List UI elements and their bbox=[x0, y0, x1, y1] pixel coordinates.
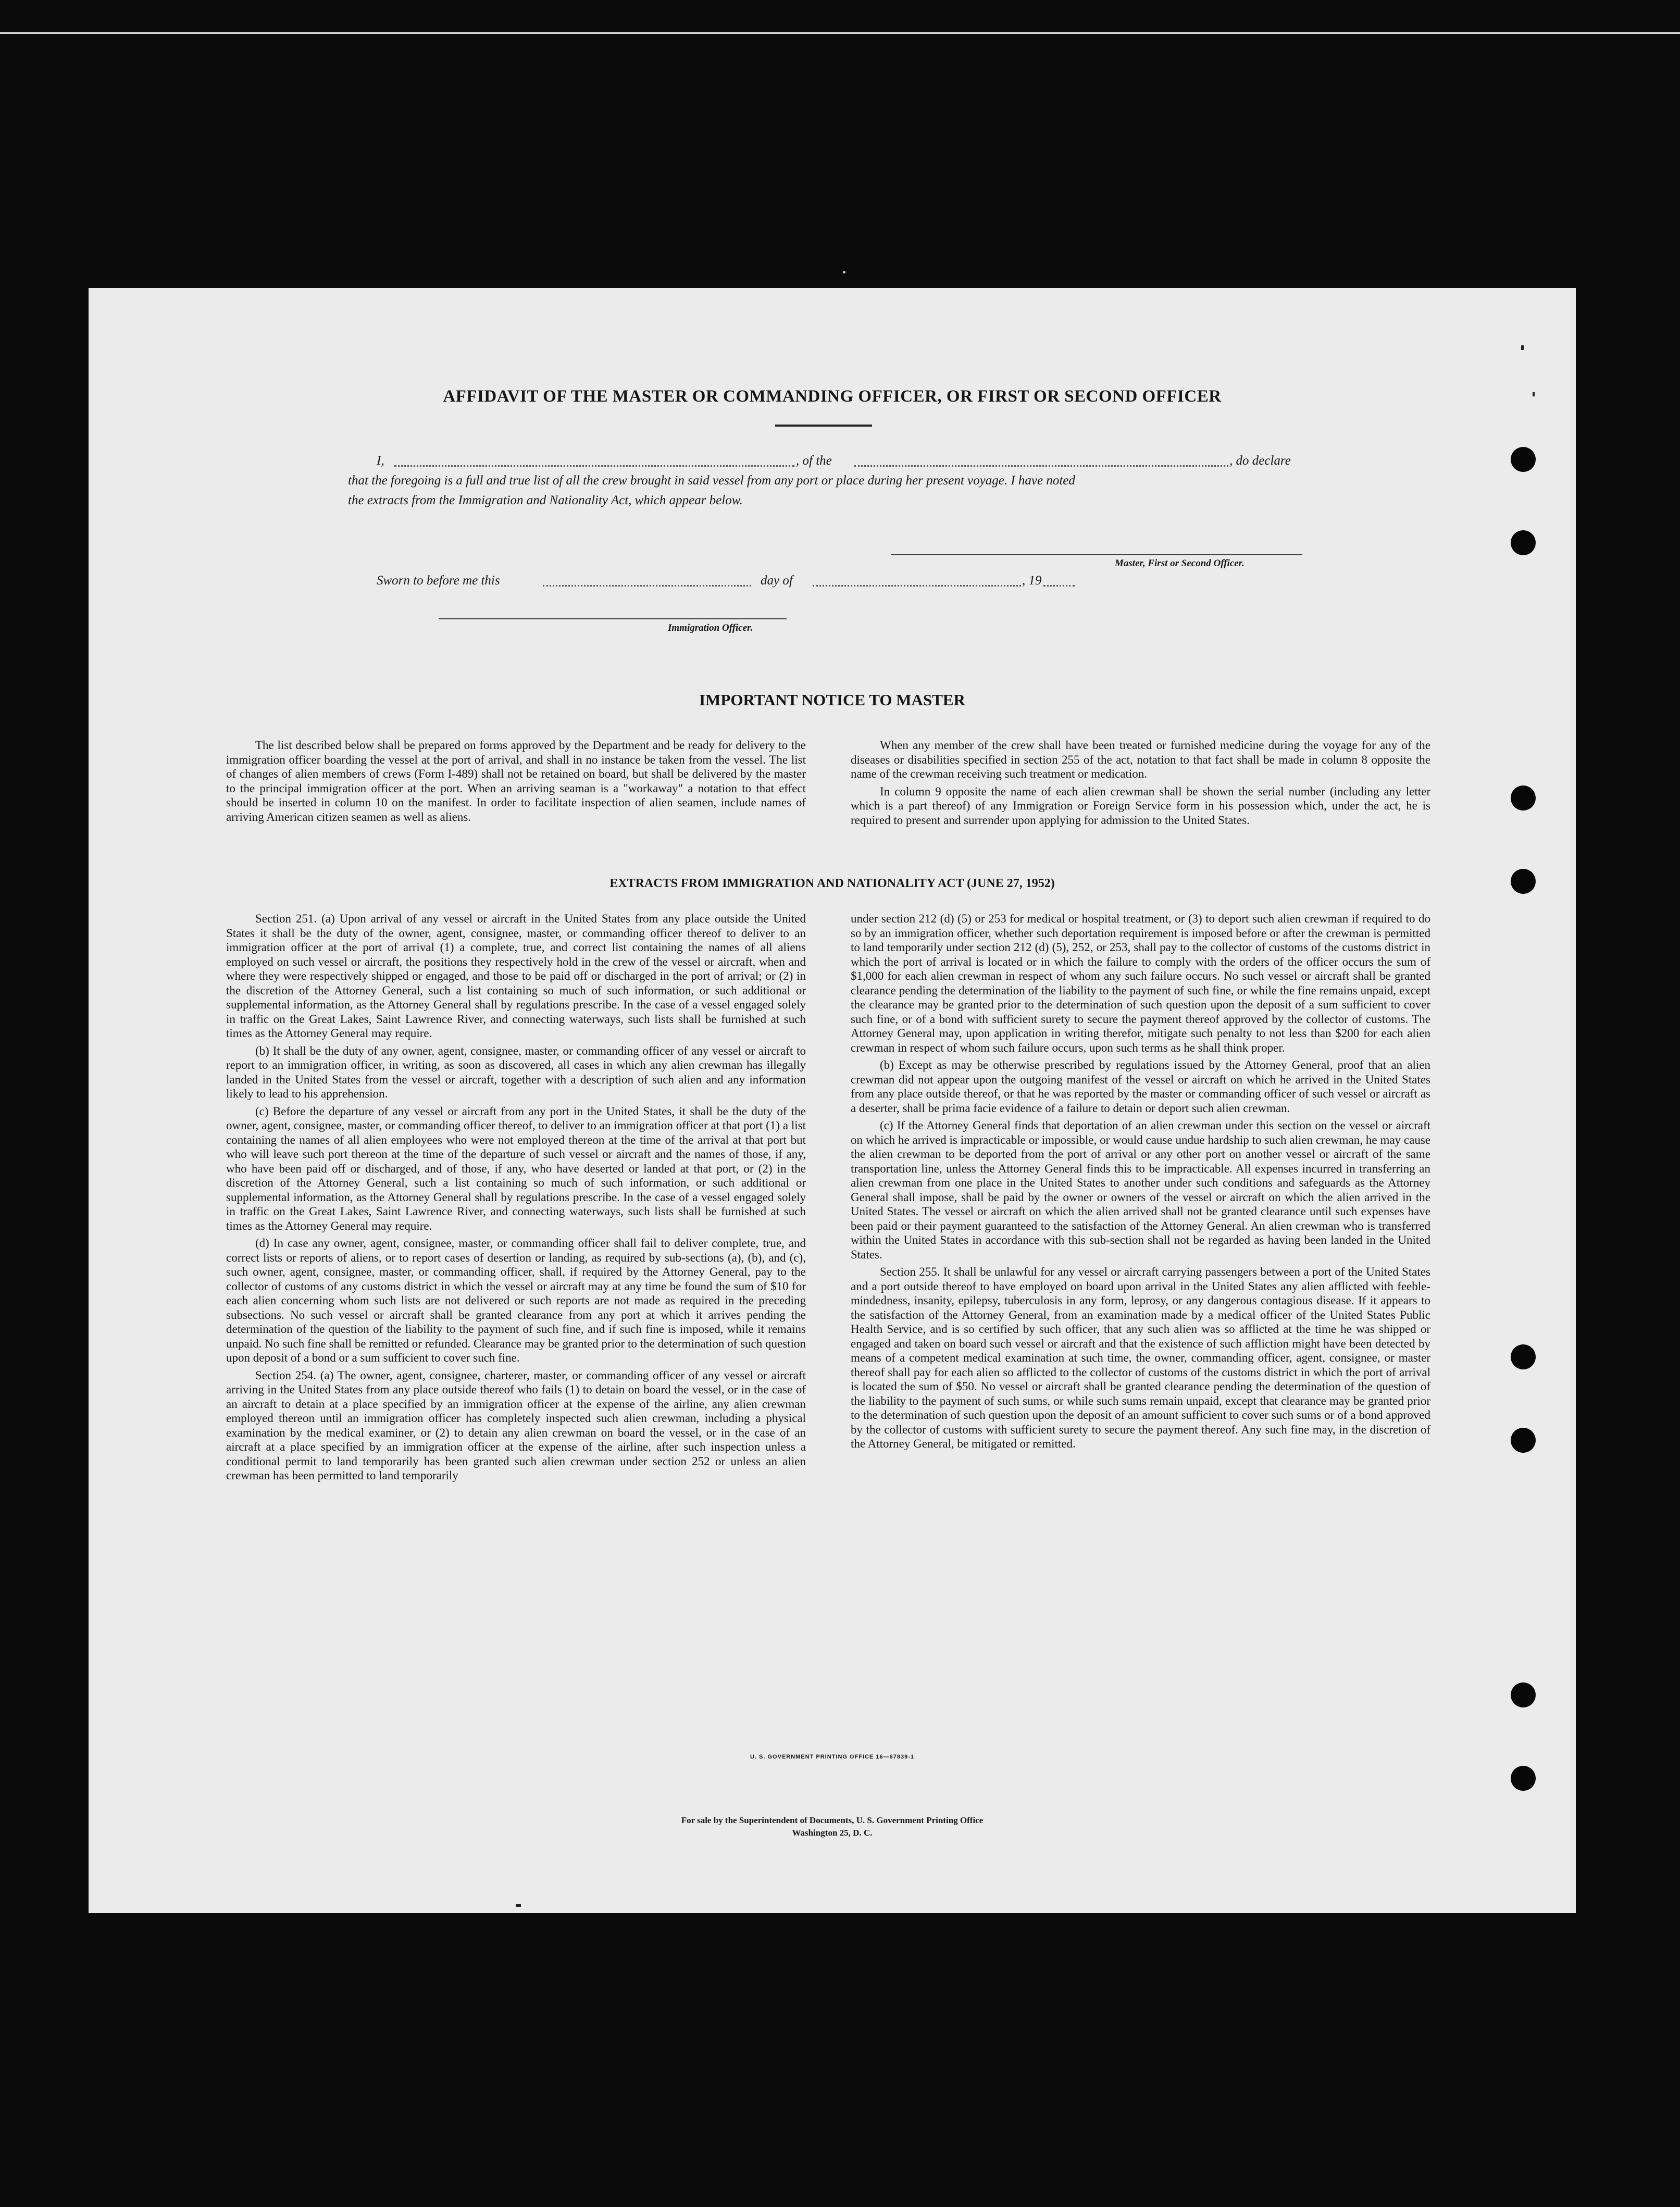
punch-hole bbox=[1511, 530, 1536, 555]
declaration-prefix: I, bbox=[377, 454, 384, 468]
section-254-b: (b) Except as may be otherwise prescribed by regulations issued by the Attorney General, proof that an alien crewman did not appear upon the outgoing manifest of the vessel or aircraft on which he arrived in the United States from any place outside thereof, or that he was reported by the master or commanding officer of such vessel or aircraft as a deserter, shall be prima facie evidence of a failure to detain or deport such alien crewman. bbox=[851, 1058, 1430, 1115]
punch-hole bbox=[1511, 1344, 1536, 1369]
sworn-day-label: day of bbox=[761, 573, 793, 588]
notice-right-column bbox=[851, 738, 1430, 830]
notice-left-column bbox=[226, 738, 806, 827]
vessel-field[interactable] bbox=[854, 465, 1228, 467]
sworn-year-prefix: , 19 bbox=[1022, 573, 1042, 588]
title-underline bbox=[775, 425, 872, 427]
footer-line-1: For sale by the Superintendent of Documents, U. S. Government Printing Office bbox=[681, 1815, 984, 1825]
notice-right-paragraph: In column 9 opposite the name of each alien crewman shall be shown the serial number (including any letter which is a part thereof) of any Immigration or Foreign Service form in his possession which, under the act, he is required to present and surrender upon applying for admission to the United States. bbox=[851, 784, 1430, 827]
section-251-b: (b) It shall be the duty of any owner, agent, consignee, master, or commanding officer of any vessel or aircraft to report to an immigration officer, in writing, as soon as discovered, all cases in which any alien crewman has illegally landed in the United States from the vessel or aircraft, together with a description of such alien and any information likely to lead to his apprehension. bbox=[226, 1044, 806, 1100]
notice-heading: IMPORTANT NOTICE TO MASTER bbox=[699, 691, 965, 709]
footer-line-2: Washington 25, D. C. bbox=[792, 1828, 873, 1838]
section-251-d: (d) In case any owner, agent, consignee, master, or commanding officer shall fail to deliver complete, true, and correct lists or reports of aliens, or to report cases of desertion or landing, as required by sub-sections (a), (b), and (c), such owner, agent, consignee, master, or commanding officer, shall, if required by the Attorney General, pay to the collector of customs of any customs district in which the vessel or aircraft may at any time be found the sum of $10 for each alien concerning whom such lists are not delivered or such reports are not made as required in the preceding subsections. No such vessel or aircraft shall be granted clearance from any port at which it arrives pending the determination of the question of the liability to the payment of such fine, and if such fine is imposed, while it remains unpaid. No such fine shall be remitted or refunded. Clearance may be granted prior to the determination of such question upon deposit of a bond or a sum sufficient to cover such fine. bbox=[226, 1237, 806, 1364]
section-254-a-continued: under section 212 (d) (5) or 253 for medical or hospital treatment, or (3) to deport such alien crewman if required to do so by an immigration officer, whether such deportation requirement is imposed before or after the crewman is permitted to land temporarily under section 212 (d) (5), 252, or 253, shall pay to the collector of customs of the customs district in which the port of arrival is located or in which the failure to comply with the orders of the officer occurs the sum of $1,000 for each alien crewman in respect of whom any such failure occurs. No such vessel or aircraft shall be granted clearance pending the determination of the liability to the payment of such fine, or while the fine remains unpaid, except the clearance may be granted prior to the determination of such question upon the deposit of a sum sufficient to cover such fine, or of a bond with sufficient surety to secure the payment thereof approved by the collector of customs. The Attorney General may, upon application in writing therefor, mitigate such penalty to not less than $200 for each alien crewman in respect of whom such failure occurs, upon such terms as he shall think proper. bbox=[851, 912, 1430, 1054]
name-field[interactable] bbox=[394, 465, 794, 467]
section-255: Section 255. It shall be unlawful for any vessel or aircraft carrying passengers between a port of the United States and a port outside thereof to have employed on board upon arrival in the United States any alien afflicted with feeble-mindedness, insanity, epilepsy, tuberculosis in any form, leprosy, or any dangerous contagious disease. If it appears to the satisfaction of the Attorney General, from an examination made by a medical officer of the United States Public Health Service, and is so certified by such officer, that any such alien was so afflicted at the time he was shipped or engaged and taken on board such vessel or aircraft and that the existence of such affliction might have been detected by means of a competent medical examination at such time, the owner, commanding officer, agent, consignee, or master thereof shall pay for each alien so afflicted to the collector of customs of the customs district in which the port of arrival is located the sum of $50. No vessel or aircraft shall be granted clearance pending the determination of the question of the liability to the payment of such sums, or while such sums remain unpaid, except that clearance may be granted prior to the determination of such question upon the deposit of an amount sufficient to cover such sums or of a bond approved by the collector of customs with sufficient surety to secure the payment thereof. Any such fine may, in the discretion of the Attorney General, be mitigated or remitted. bbox=[851, 1265, 1430, 1450]
master-signature-line[interactable] bbox=[891, 554, 1302, 555]
declaration-line-3: the extracts from the Immigration and Nationality Act, which appear below. bbox=[348, 493, 743, 507]
scan-speck bbox=[843, 271, 845, 273]
punch-hole bbox=[1511, 1766, 1536, 1791]
extracts-right-column bbox=[851, 912, 1430, 1454]
declaration-middle: , of the bbox=[796, 454, 832, 468]
notice-right-paragraph: When any member of the crew shall have been treated or furnished medicine during the voyage for any of the diseases or disabilities specified in section 255 of the act, notation to that fact shall be made in column 8 opposite the name of the crewman receiving such treatment or medication. bbox=[851, 739, 1430, 780]
declaration-line-2: that the foregoing is a full and true list of all the crew brought in said vessel from any port or place during her present voyage. I have noted bbox=[348, 473, 1075, 488]
printing-office-code: U. S. GOVERNMENT PRINTING OFFICE 16—67839-1 bbox=[750, 1754, 914, 1760]
punch-hole bbox=[1511, 1682, 1536, 1707]
section-254-a: Section 254. (a) The owner, agent, consignee, charterer, master, or commanding officer of any vessel or aircraft arriving in the United States from any place outside thereof who fails (1) to detain on board the vessel, or in the case of an aircraft to detain at a place specified by an immigration officer at the expense of the airline, any alien crewman employed thereon until an immigration officer has completely inspected such alien crewman, including a physical examination by the medical examiner, or (2) to detain any alien crewman on board the vessel, or in the case of an aircraft at a place specified by an immigration officer at the expense of the airline, after such inspection unless a conditional permit to land temporarily has been granted such alien crewman under section 252 or unless an alien crewman has been permitted to land temporarily bbox=[226, 1368, 806, 1482]
master-signature-caption: Master, First or Second Officer. bbox=[1115, 558, 1245, 569]
section-254-c: (c) If the Attorney General finds that deportation of an alien crewman under this section on the vessel or aircraft on which he arrived is impracticable or impossible, or would cause undue hardship to such alien crewman, he may cause the alien crewman to be deported from the port of arrival or any other port on another vessel or aircraft of the same transportation line, unless the Attorney General finds this to be impracticable. All expenses incurred in transferring an alien crewman from one place in the United States to another under such conditions and safeguards as the Attorney General shall impose, shall be paid by the owner or owners of the vessel or aircraft on which the alien arrived in the United States. The vessel or aircraft on which the alien arrived shall not be granted clearance until such expenses have been paid or their payment guaranteed to the satisfaction of the Attorney General. An alien crewman who is transferred within the United States in accordance with this sub-section shall not be regarded as having been landed in the United States. bbox=[851, 1119, 1430, 1261]
section-251-a: Section 251. (a) Upon arrival of any vessel or aircraft in the United States from any place outside the United States it shall be the duty of the owner, agent, consignee, master, or commanding officer thereof to deliver to an immigration officer at the port of arrival (1) a complete, true, and correct list containing the names of all aliens employed on such vessel or aircraft, the positions they respectively hold in the crew of the vessel or aircraft, when and where they were respectively shipped or engaged, and those to be paid off or discharged in the port of arrival; or (2) in the discretion of the Attorney General, such a list containing so much of such information, or such additional or supplemental information, as the Attorney General shall by regulations prescribe. In the case of a vessel engaged solely in traffic on the Great Lakes, Saint Lawrence River, and connecting waterways, such lists shall be furnished at such times as the Attorney General may require. bbox=[226, 912, 806, 1040]
sworn-year-field[interactable] bbox=[1043, 585, 1075, 587]
section-251-c: (c) Before the departure of any vessel or aircraft from any port in the United States, it shall be the duty of the owner, agent, consignee, master, or commanding officer thereof, to deliver to an immigration officer at that port (1) a list containing the names of all alien employees who were not employed thereon at the time of the arrival at that port but who will leave such port thereon at the time of the departure of such vessel or aircraft and the names of those, if any, who have been paid off or discharged, and of those, if any, who have deserted or landed at that port, or (2) in the discretion of the Attorney General, such a list containing so much of such information, or such additional or supplemental information, as the Attorney General shall by regulations prescribe. In the case of a vessel engaged solely in traffic on the Great Lakes, Saint Lawrence River, and connecting waterways, such lists shall be furnished at such times as the Attorney General may require. bbox=[226, 1104, 806, 1232]
sworn-month-field[interactable] bbox=[813, 585, 1021, 587]
declaration-suffix: , do declare bbox=[1229, 454, 1291, 468]
sale-footer bbox=[89, 1814, 1576, 1839]
document-page bbox=[89, 288, 1576, 1913]
sworn-day-field[interactable] bbox=[543, 585, 751, 587]
officer-signature-line[interactable] bbox=[439, 618, 787, 619]
sworn-prefix: Sworn to before me this bbox=[377, 573, 500, 588]
officer-signature-caption: Immigration Officer. bbox=[668, 622, 753, 633]
notice-left-paragraph: The list described below shall be prepared on forms approved by the Department and be ready for delivery to the immigration officer boarding the vessel at the port of arrival, and shall in no instance be taken from the vessel. The list of changes of alien members of crews (Form I-489) shall not be retained on board, but shall be delivered by the master to the principal immigration officer at the port. When an arriving seaman is a "workaway" a notation to that effect should be inserted in column 10 on the manifest. In order to facilitate inspection of alien seamen, include names of arriving American citizen seamen as well as aliens. bbox=[226, 739, 806, 824]
extracts-left-column bbox=[226, 912, 806, 1486]
scanner-edge-line bbox=[0, 32, 1680, 34]
affidavit-title: AFFIDAVIT OF THE MASTER OR COMMANDING OFFICER, OR FIRST OR SECOND OFFICER bbox=[443, 387, 1222, 406]
extracts-heading: EXTRACTS FROM IMMIGRATION AND NATIONALITY ACT (JUNE 27, 1952) bbox=[609, 877, 1055, 890]
ink-speck bbox=[1521, 345, 1524, 350]
ink-speck bbox=[516, 1904, 521, 1907]
punch-hole bbox=[1511, 785, 1536, 811]
punch-hole bbox=[1511, 447, 1536, 472]
punch-hole bbox=[1511, 1428, 1536, 1453]
